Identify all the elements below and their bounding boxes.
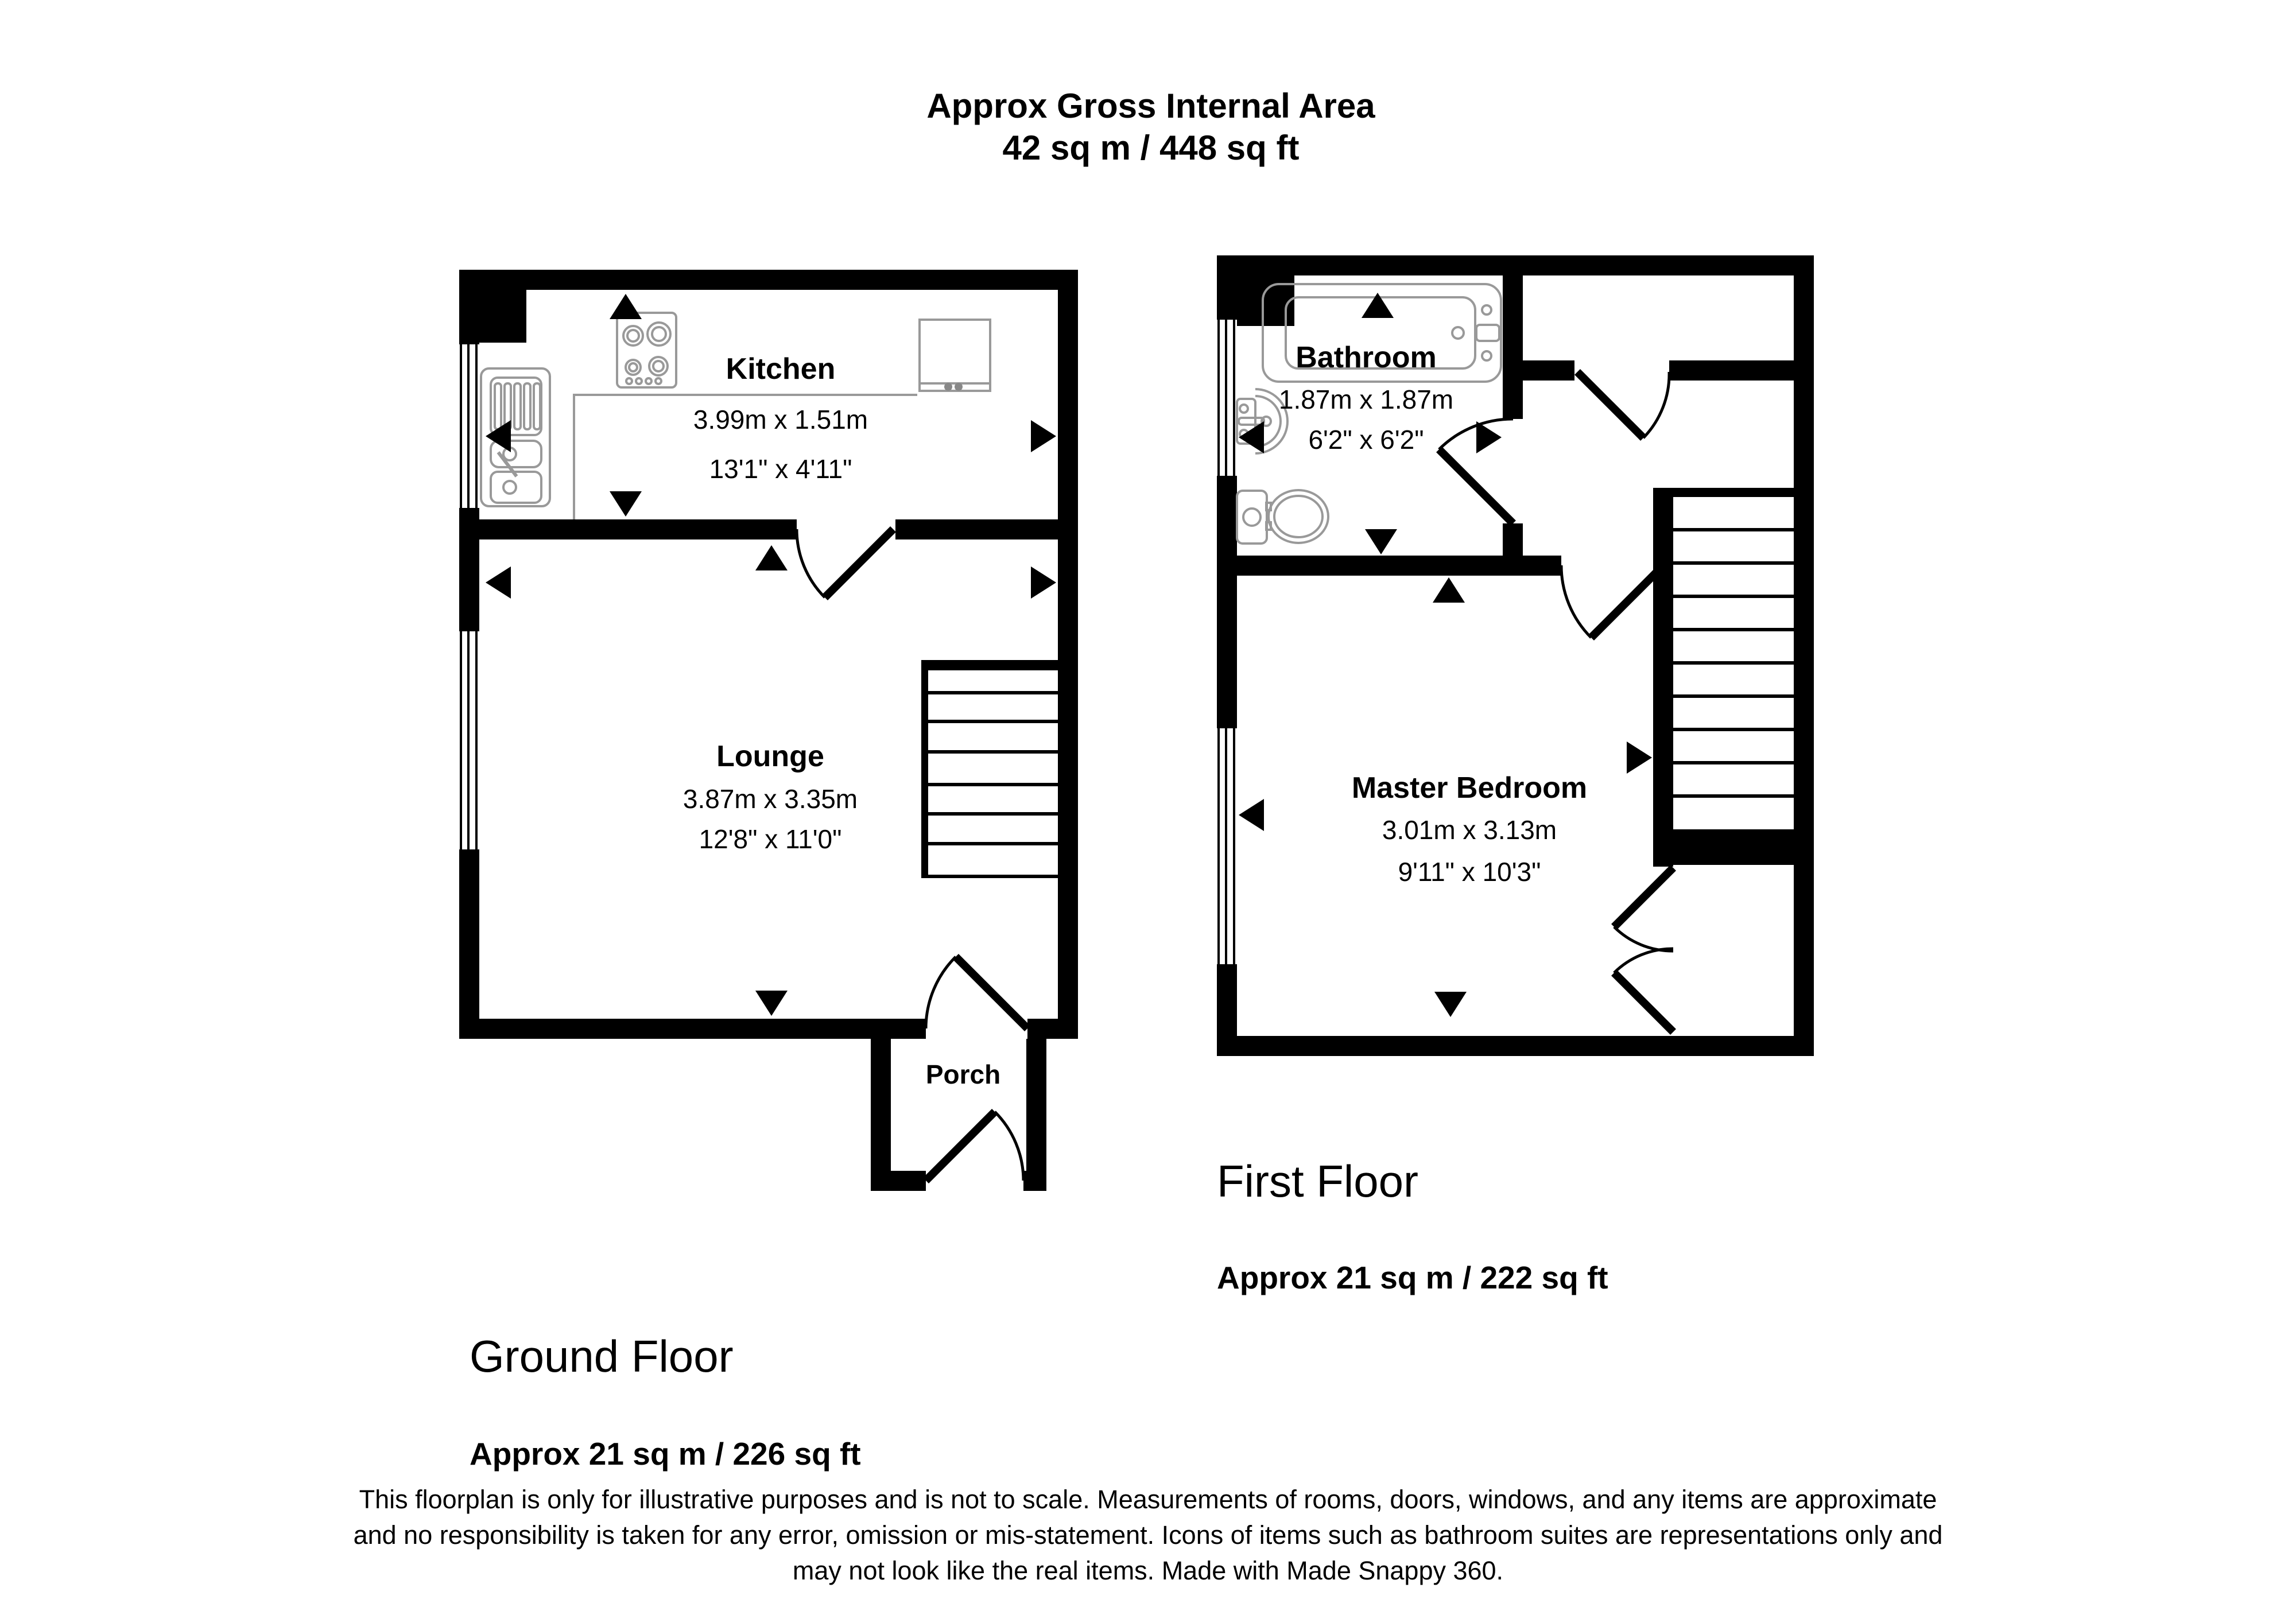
first-floor-caption: First Floor bbox=[1217, 1156, 1418, 1206]
master-bedroom-dims-imperial: 9'11" x 10'3" bbox=[1398, 857, 1541, 887]
disclaimer-line2: and no responsibility is taken for any error, omission or mis-statement. Icons of items such as bathroom suites are representations only and bbox=[353, 1520, 1943, 1550]
kitchen-arrow-right-icon bbox=[1031, 420, 1056, 452]
gf-staircase bbox=[921, 660, 1058, 878]
bathroom-dims-imperial: 6'2" x 6'2" bbox=[1308, 425, 1424, 455]
hob-icon bbox=[617, 313, 676, 387]
bedroom-arrow-right-icon bbox=[1627, 742, 1652, 774]
first-floor-plan bbox=[1217, 255, 1814, 1056]
lounge-arrow-right-icon bbox=[1031, 566, 1056, 599]
gf-corner-block bbox=[469, 285, 526, 343]
cupboard-wall-right bbox=[1669, 360, 1794, 381]
toilet-icon bbox=[1237, 490, 1328, 544]
ff-bedroom-window bbox=[1217, 728, 1237, 964]
gf-divider-wall-left bbox=[459, 519, 797, 539]
bathroom-arrow-left-icon bbox=[1239, 421, 1264, 453]
porch-label: Porch bbox=[925, 1059, 1001, 1089]
kitchen-arrow-left-icon bbox=[486, 420, 511, 452]
lounge-dims-metric: 3.87m x 3.35m bbox=[682, 784, 858, 814]
disclaimer-line1: This floorplan is only for illustrative purposes and is not to scale. Measurements of rooms, doors, windows, and any items are approximate bbox=[359, 1485, 1937, 1514]
bathroom-arrow-right-icon bbox=[1476, 421, 1502, 453]
lounge-arrow-down-icon bbox=[755, 991, 788, 1016]
bedroom-arrow-left-icon bbox=[1239, 799, 1264, 831]
porch-wall-bottom-right bbox=[1023, 1171, 1046, 1191]
kitchen-dims-imperial: 13'1" x 4'11" bbox=[709, 454, 852, 484]
porch-wall-left bbox=[871, 1039, 891, 1191]
wardrobe-double-doors bbox=[1614, 868, 1673, 1032]
first-floor-area: Approx 21 sq m / 222 sq ft bbox=[1217, 1260, 1608, 1295]
porch-wall-right bbox=[1026, 1039, 1046, 1191]
lounge-dims-imperial: 12'8" x 11'0" bbox=[699, 824, 842, 854]
cupboard-wall-left bbox=[1523, 360, 1574, 381]
page-title-line1: Approx Gross Internal Area bbox=[926, 87, 1375, 125]
bathroom-right-wall-stub bbox=[1503, 523, 1523, 576]
bathroom-dims-metric: 1.87m x 1.87m bbox=[1278, 385, 1454, 414]
ground-floor-area: Approx 21 sq m / 226 sq ft bbox=[470, 1436, 861, 1472]
kitchen-arrow-down-icon bbox=[610, 491, 642, 517]
bathroom-right-wall-upper bbox=[1503, 255, 1523, 419]
kitchen-arrow-up-icon bbox=[610, 294, 642, 319]
gf-divider-wall-right bbox=[895, 519, 1078, 539]
bedroom-arrow-up-icon bbox=[1433, 577, 1465, 603]
bedroom-arrow-down-icon bbox=[1434, 992, 1467, 1017]
ff-wall-bottom bbox=[1217, 1036, 1814, 1056]
bathroom-arrow-down-icon bbox=[1365, 529, 1397, 554]
gf-wall-top bbox=[459, 270, 1078, 290]
fridge-icon bbox=[920, 320, 990, 391]
gf-wall-bottom-left bbox=[459, 1019, 926, 1039]
disclaimer-line3: may not look like the real items. Made with Made Snappy 360. bbox=[792, 1556, 1504, 1585]
bathroom-label: Bathroom bbox=[1296, 341, 1437, 374]
ff-staircase bbox=[1653, 488, 1794, 867]
ff-corner-block bbox=[1225, 264, 1294, 326]
master-bedroom-dims-metric: 3.01m x 3.13m bbox=[1382, 815, 1557, 845]
ground-floor-plan bbox=[459, 270, 1078, 1191]
ff-wall-right bbox=[1794, 255, 1814, 1056]
lounge-arrow-up-icon bbox=[755, 545, 788, 570]
master-bedroom-label: Master Bedroom bbox=[1351, 771, 1588, 805]
gf-wall-bottom-right bbox=[1027, 1019, 1078, 1039]
ground-floor-caption: Ground Floor bbox=[470, 1331, 734, 1381]
master-bedroom-door bbox=[1561, 565, 1663, 638]
porch-exterior-door bbox=[926, 1112, 1023, 1181]
porch-wall-bottom-left bbox=[871, 1171, 926, 1191]
kitchen-lounge-door bbox=[797, 529, 893, 597]
landing-cupboard-door bbox=[1577, 372, 1669, 438]
lounge-label: Lounge bbox=[716, 740, 824, 773]
lounge-porch-door bbox=[926, 957, 1027, 1028]
kitchen-dims-metric: 3.99m x 1.51m bbox=[693, 405, 868, 434]
page-title-line2: 42 sq m / 448 sq ft bbox=[1002, 129, 1300, 167]
gf-wall-right bbox=[1058, 270, 1078, 1039]
bathroom-door bbox=[1439, 419, 1513, 523]
gf-kitchen-window bbox=[459, 344, 479, 508]
kitchen-label: Kitchen bbox=[726, 352, 836, 386]
ff-bathroom-window bbox=[1217, 320, 1237, 476]
gf-lounge-window bbox=[459, 631, 479, 849]
lounge-arrow-left-icon bbox=[486, 566, 511, 599]
